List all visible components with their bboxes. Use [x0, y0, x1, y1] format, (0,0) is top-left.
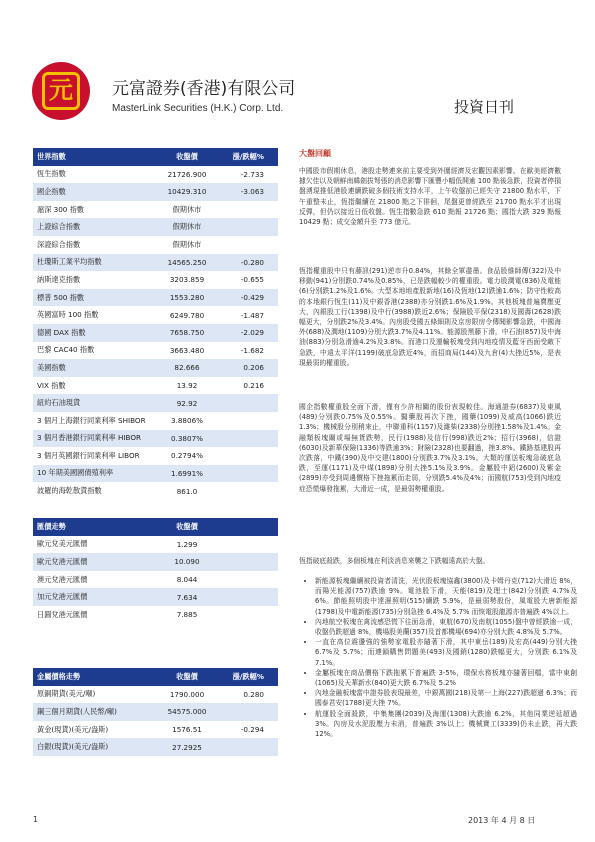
report-title: 投資日刊: [454, 98, 515, 116]
table-cell: [223, 738, 278, 756]
table-row: [33, 430, 278, 448]
table-cell: 標普 500 指數: [33, 289, 151, 307]
list-item: • 金屬板塊在商品價格下跌拖累下普遍跌 3-5%，環保水務板塊亦隨著回檔，當中東創(1065)及天華新水(840)更大跌 6.7%及 5.2%: [315, 668, 577, 688]
table-cell: 92.92: [151, 394, 223, 412]
table-cell: 3.8806%: [171, 416, 203, 426]
table-cell: [223, 447, 278, 465]
report-date: 2013 年 4 月 8 日: [468, 816, 536, 825]
table-row: [33, 271, 278, 289]
review-paragraph-2: 恆指權重股中只有藤訊(291)逆市升0.84%，其餘全軍盡墨。食品股維師傳(322)及中移動(941)分別跌0.74%及0.85%，已是跌幅較少的權重股。電力股潤電(836)及電能(6)分別跌1.2%及1.6%。大型本地地產股新地(16)及恆地(12)跌逾1.6%；防守性較高的本地銀行恆生(11)及中銀香港(2388)亦分別跌1.6%及1.9%。其他板塊普遍賣壓更大，內銀股工行(1398)及中行(3988)跌近2.6%；保險股平保(2318)及國壽(2628)跌幅更大，分別跌2%及3.4%。內房股受國五條細則及京房限房令傳聞影響急跌，中國海外(688)及潤地(1109)分別大跌3.7%及4.11%。能源股黑藤下滑，中石油(857)及中海油(883)分別急滑逾4.2%及3.8%。而港口及運輸板塊受到內地疫情及藍牙西面受敵下急跌，中遠太平洋(1199)破底急跌近4%，而招商局(144)及九倉(4)大挫近5%，是表現最弱的權重股。: [299, 267, 561, 367]
table-cell: 德國 DAX 指數: [33, 324, 151, 342]
table-cell: 7658.750: [151, 324, 223, 342]
table-cell: 英國富時 100 指數: [37, 310, 99, 320]
table-row: [33, 447, 278, 465]
table-row: [33, 465, 278, 483]
table-cell: 滬深 300 指數: [37, 204, 85, 214]
column-header: 收盤價: [151, 148, 223, 166]
table-row: [33, 394, 278, 412]
table-cell: [223, 412, 278, 430]
table-cell: 7.885: [176, 610, 198, 620]
table-row: [33, 571, 278, 589]
table-cell: -2.029: [223, 324, 278, 342]
table-cell: [223, 588, 278, 606]
company-logo: [32, 62, 90, 120]
table-cell: 歐元兌港元匯價: [33, 553, 151, 571]
table-cell: 27.2925: [151, 738, 223, 756]
table-cell: 10 年期美國國債殖利率: [33, 465, 151, 483]
table-cell: [223, 236, 278, 254]
table-cell: 3 個月上海銀行同業利率 SHIBOR: [37, 415, 146, 425]
list-item: • 內地金融板塊當中證券股表現最差，中銀萬國(218)及第一上海(227)跌超過 6.3%；而國泰君安(1788)更大挫 7%。: [315, 688, 577, 708]
column-header: 金屬價格走勢: [33, 668, 151, 686]
table-cell: 納斯達克指數: [37, 274, 81, 284]
metals-table: [33, 668, 278, 756]
table-cell: 10.090: [151, 553, 223, 571]
table-cell: 波羅的海乾散貨指數: [37, 486, 102, 496]
table-row: [33, 703, 278, 721]
table-cell: 3203.859: [169, 275, 205, 285]
table-cell: [223, 703, 278, 721]
review-paragraph-1: 中國股市假期休息，港股走勢連來前主要受到外圍經濟及宏觀因素影響。在歐美經濟數據欠佳以及朝鮮南韓劍拔弩張的消息影響下匯豐小幅低開逾 100 點後急跌，投資者停損盤湧現推低港股連續跌破多個技術支持水平，上午收盤前已經失守 21800 點水平，下午重整未止，恆指繼續在 21800 點之下徘徊，尾盤更曾經跌至 21700 點水平才出現反彈，但仍以接近日低收盤。恆生指數急跌 610 點報 21726 點；國指大跌 329 點報 10429 點；成交金額升至 773 億元。: [299, 167, 561, 227]
table-row: [33, 218, 278, 236]
table-cell: [223, 394, 278, 412]
table-cell: 1790.000: [169, 689, 205, 699]
table-cell: [223, 465, 278, 483]
table-cell: 0.216: [243, 381, 264, 391]
table-row: [33, 254, 278, 272]
table-cell: 6249.780: [169, 310, 205, 320]
column-header: 世界指數: [33, 148, 151, 166]
table-cell: 0.206: [223, 359, 278, 377]
table-row: [33, 536, 278, 554]
table-header-row: [33, 148, 278, 166]
column-header: 收盤價: [151, 668, 223, 686]
review-paragraph-4: 恆指破底殺跌，多個板塊在利淡消息來襲之下跌幅遠高於大盤。: [299, 557, 490, 565]
table-cell: 21726.900: [167, 169, 207, 179]
table-cell: 14565.250: [151, 254, 223, 272]
table-cell: 10429.310: [151, 183, 223, 201]
table-cell: [223, 536, 278, 554]
table-cell: 鋼三個月期貨(人民幣/噸): [33, 703, 151, 721]
table-cell: 白銀(現貨)(美元/盎斯): [33, 738, 151, 756]
table-cell: 黃金(現貨)(美元/盎斯): [37, 724, 109, 734]
table-cell: 82.666: [151, 359, 223, 377]
table-cell: 加元兌港元匯價: [33, 588, 151, 606]
table-cell: 假期休市: [172, 204, 202, 214]
table-cell: 13.92: [176, 381, 198, 391]
table-cell: 假期休市: [172, 239, 202, 249]
list-item: • 新能源板塊繼續被投資者清洗，光伏股板塊協鑫(3800)及卡姆丹克(712)大滑近 8%，而陽光能源(757)跌逾 9%。電池股下滑，天能(819)及理士(842)分別跌 4.7%及 6%。節能照明股中達濕照明(515)續跌 5.9%，是最弱勢股份，風電股大唐新能源(1798)及中電新能源(735)分別急挫 6.4%及 5.7% 而恢電股龍源亦普遍跌 4%以上。: [315, 576, 577, 617]
table-row: [33, 342, 278, 360]
table-cell: 54575.000: [151, 703, 223, 721]
table-cell: 7.634: [151, 588, 223, 606]
list-item: • 一直在高位震盪強的強勢家電股亦隨著下滑，其中東岳(189)及宏高(449)分別大挫 6.7%及 5.7%；而連鎖購售問題美(493)及國銷(1280)跌幅更大，分別跌 6.1%及 7.1%。: [315, 637, 577, 668]
logo-emblem: 元: [42, 72, 80, 110]
table-cell: 杜瓊斯工業平均指數: [33, 254, 151, 272]
table-cell: 1576.51: [172, 725, 202, 735]
list-item: • 內地航空板塊在禽流感恐慌下往面急滑，東航(670)及南航(1055)盤中曾經跌逾一成，收盤仍跌超過 8%，機場股美蘭(357)及首都機場(694)亦分別大跌 4.8%及 5.7%。: [315, 617, 577, 637]
table-row: [33, 412, 278, 430]
table-cell: 美國指數: [33, 359, 151, 377]
review-paragraph-3: 國企指數權重股全面下滑，僅有少許相關的股份表現較佳。海通證券(6837)及東風(489)分別跌0.75%及0.55%。醫藥股再次下挫，國藥(1099)及威高(1066)跌近1.3%；機械股分別稍來止，中聯重科(1157)及濰柴(2338)分別挫1.58%及1.4%。金融類板塊關或場無貨跌勢，民行(1988)及信行(998)跌近2%；招行(3968)，信證(6030)及新華保險(1336)等跌逾3%；財險(2328)也要翻過，挫3.8%。鐵路基建股再次跌落，中鐵(390)及中交建(1800)分別跌3.7%及3.1%。大類的運送板塊急破底急跌，至運(1171)及中煤(1898)分別大挫5.1%及3.9%。金屬股中鋁(2600)及紫金(2899)亦受到周邊價格下挫拖累而走弱，分別跌5.4%及4%；而國航(753)受到內地疫症恐慌爆發拖累，大滑近一成，是最弱勢權重股。: [299, 403, 561, 493]
table-cell: VIX 指數: [37, 380, 66, 390]
column-header: 漲/跌幅%: [223, 148, 278, 166]
page-number: 1: [33, 815, 39, 824]
table-cell: -1.487: [240, 310, 264, 320]
table-cell: 1553.280: [151, 289, 223, 307]
table-cell: 深證綜合指數: [37, 239, 81, 249]
table-cell: 861.0: [176, 486, 198, 496]
company-name-english: MasterLink Securities (H.K.) Corp. Ltd.: [112, 103, 284, 114]
table-row: [33, 201, 278, 219]
table-row: [33, 166, 278, 184]
market-review-title: 大盤回顧: [299, 149, 331, 158]
table-cell: 0.3807%: [151, 430, 223, 448]
table-cell: 3 個月香港銀行同業利率 HIBOR: [33, 430, 151, 448]
column-header: 漲/跌幅%: [223, 668, 278, 686]
table-cell: 上證綜合指數: [33, 218, 151, 236]
table-cell: 原銅期貨(美元/噸): [37, 689, 96, 699]
sector-bullet-list: [299, 576, 577, 739]
table-cell: [223, 606, 278, 624]
column-header: 收盤價: [151, 518, 223, 536]
table-cell: [223, 571, 278, 589]
table-cell: 3 個月英國銀行同業利率 LIBOR: [37, 450, 140, 460]
table-row: [33, 606, 278, 624]
table-cell: 0.2794%: [171, 451, 203, 461]
table-row: [33, 686, 278, 704]
table-cell: -3.063: [223, 183, 278, 201]
table-cell: 假期休市: [151, 218, 223, 236]
table-row: [33, 289, 278, 307]
table-cell: 紐約石油現貨: [33, 394, 151, 412]
table-cell: 3663.480: [169, 345, 205, 355]
table-cell: [223, 482, 278, 500]
table-cell: 巴黎 CAC40 指數: [37, 345, 95, 355]
table-cell: 恆生指數: [37, 169, 66, 179]
table-row: [33, 236, 278, 254]
table-cell: -0.294: [240, 725, 264, 735]
column-header: [223, 518, 278, 536]
table-cell: 0.280: [243, 689, 264, 699]
table-cell: -0.280: [223, 254, 278, 272]
table-cell: [223, 553, 278, 571]
table-header-row: [33, 668, 278, 686]
table-row: [33, 306, 278, 324]
fx-table: [33, 518, 278, 624]
table-row: [33, 183, 278, 201]
world-indices-table: [33, 148, 278, 500]
table-cell: -0.429: [223, 289, 278, 307]
table-row: [33, 553, 278, 571]
table-row: [33, 324, 278, 342]
table-row: [33, 377, 278, 395]
table-cell: 1.299: [176, 539, 198, 549]
company-name: 元富證券(香港)有限公司: [112, 79, 296, 99]
table-cell: 歐元兌美元匯價: [37, 539, 88, 549]
table-cell: -0.655: [240, 275, 264, 285]
table-row: [33, 482, 278, 500]
table-cell: -1.682: [240, 345, 264, 355]
table-header-row: [33, 518, 278, 536]
column-header: 匯價走勢: [33, 518, 151, 536]
table-row: [33, 738, 278, 756]
table-cell: 國企指數: [33, 183, 151, 201]
table-cell: [223, 201, 278, 219]
table-cell: -2.733: [240, 169, 264, 179]
table-cell: [223, 430, 278, 448]
table-cell: 澳元兌港元匯價: [37, 574, 88, 584]
table-cell: [223, 218, 278, 236]
table-cell: 日圓兌港元匯價: [37, 609, 88, 619]
table-cell: 8.044: [176, 575, 198, 585]
list-item: • 航運股全面殺跌，中集集團(2039)及海運(1308)大跌逾 6.2%，其他同業逆延超過 3%。內房及水泥股壓力未消，普遍跌 3%以上；機械寶工(3339)仍未止跌，再大跌 12%。: [315, 709, 577, 740]
table-cell: 1.6991%: [151, 465, 223, 483]
table-row: [33, 588, 278, 606]
table-row: [33, 721, 278, 739]
table-row: [33, 359, 278, 377]
